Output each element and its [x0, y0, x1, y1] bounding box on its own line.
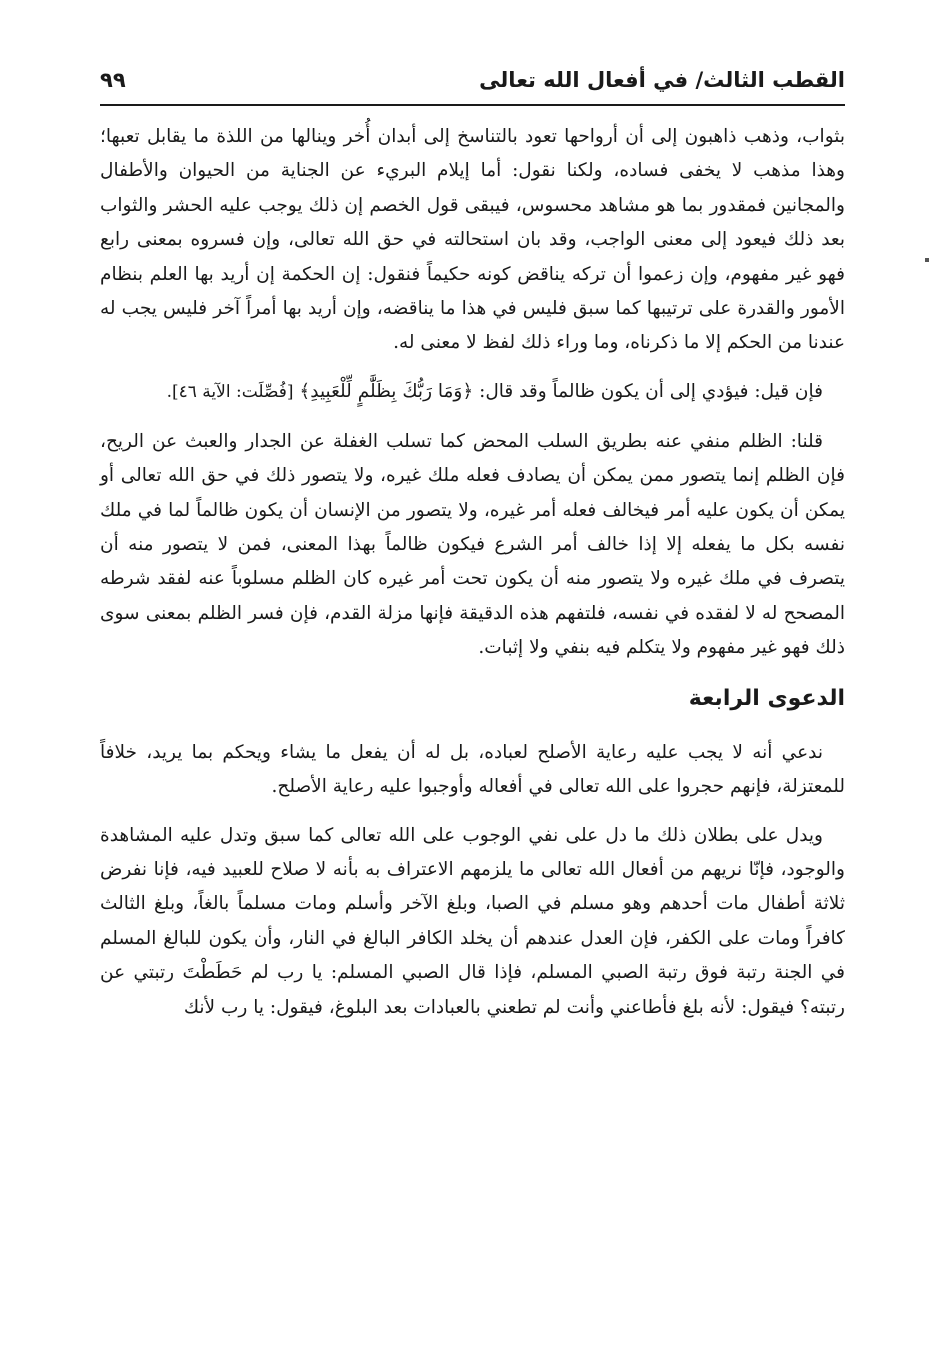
paragraph-1: بثواب، وذهب ذاهبون إلى أن أرواحها تعود بالتناسخ إلى أبدان أُخر وينالها من اللذة ما يقابل تعبها؛ وهذا مذهب لا يخفى فساده، ولكنا نقول: أما إيلام البريء عن الجناية من الحيوان والأطفال والمجانين فمقدور بما هو مشاهد محسوس، فيبقى قول الخصم إن ذلك يوجب عليه الحشر والثواب بعد ذلك فيعود إلى معنى الواجب، وقد بان استحالته في حق الله تعالى، وإن فسروه بمعنى رابع فهو غير مفهوم، وإن زعموا أن تركه يناقض كونه حكيماً فنقول: إن الحكمة إن أريد بها العلم بنظام الأمور والقدرة على ترتيبها كما سبق فليس في هذا ما يناقضه، وإن أريد بها أمراً آخر فليس يجب له عندنا من الحكم إلا ما ذكرناه، وما وراء ذلك لفظ لا معنى له. — [100, 126, 845, 354]
page-body — [100, 120, 845, 1039]
verse-reference: [فُصِّلَت: الآية ٤٦]. — [166, 381, 294, 402]
objection-text: فإن قيل: فيؤدي إلى أن يكون ظالماً وقد قال: — [479, 380, 823, 402]
header-rule — [100, 104, 845, 106]
page-number: ٩٩ — [100, 68, 126, 92]
section-heading: الدعوى الرابعة — [688, 685, 845, 711]
running-title: القطب الثالث/ في أفعال الله تعالى — [479, 68, 845, 92]
paragraph-4: ندعي أنه لا يجب عليه رعاية الأصلح لعباده، بل له أن يفعل ما يشاء ويحكم بما يريد، خلافاً للمعتزلة، فإنهم حجروا على الله تعالى في أفعاله وأوجبوا عليه رعاية الأصلح. — [100, 741, 845, 798]
paragraph-3: قلنا: الظلم منفي عنه بطريق السلب المحض كما تسلب الغفلة عن الجدار والعبث عن الريح، فإن الظلم إنما يتصور ممن يمكن أن يصادف فعله ملك غيره، ولا يتصور ذلك في حق الله تعالى أو يمكن أن يكون عليه أمر فيخالف فعله أمر غيره، ولا يتصور من الإنسان أن يكون ظالماً لما في ملك نفسه بكل ما يفعله إلا إذا خالف أمر الشرع فيكون ظالماً بهذا المعنى، فمن لا يتصور منه أن يتصرف في ملك غيره ولا يتصور منه أن يكون تحت أمر غيره كان الظلم مسلوباً عنه لفقد شرطه المصحح له لا لفقده في نفسه، فلتفهم هذه الدقيقة فإنها مزلة القدم، فإن فسر الظلم بمعنى سوى ذلك فهو غير مفهوم ولا يتكلم فيه بنفي ولا إثبات. — [100, 430, 845, 659]
quran-quote: ﴿وَمَا رَبُّكَ بِظَلَّٰمٍ لِّلْعَبِيدِ﴾ — [299, 380, 474, 402]
scan-speck — [925, 258, 929, 262]
paragraph-5: ويدل على بطلان ذلك ما دل على نفي الوجوب على الله تعالى كما سبق وتدل عليه المشاهدة والوجود، فإنّا نريهم من أفعال الله تعالى ما يلزمهم الاعتراف به بأنه لا صلاح للعبيد فيه، فإنا نفرض ثلاثة أطفال مات أحدهم وهو مسلم في الصبا، وبلغ الآخر وأسلم ومات مسلماً بالغاً، وبلغ الثالث كافراً ومات على الكفر، فإن العدل عندهم أن يخلد الكافر البالغ في النار، وأن يكون للبالغ المسلم في الجنة رتبة فوق رتبة الصبي المسلم، فإذا قال الصبي المسلم: يا رب لم حَطَطْتَ رتبتي عن رتبته؟ فيقول: لأنه بلغ فأطاعني وأنت لم تطعني بالعبادات بعد البلوغ، فيقول: يا رب لأنك — [100, 824, 845, 1018]
paragraph-2 — [100, 375, 845, 409]
page-header — [100, 62, 845, 102]
